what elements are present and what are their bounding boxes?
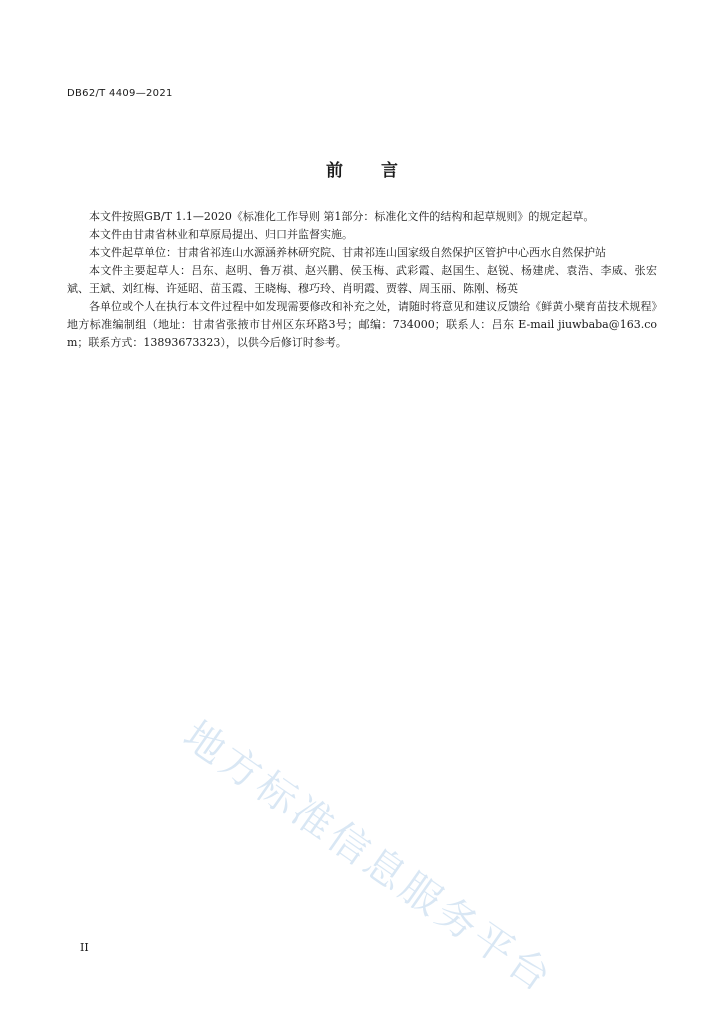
standard-code: DB62/T 4409—2021 <box>67 88 173 99</box>
page-number: II <box>80 941 89 954</box>
watermark: 地方标准信息服务平台 <box>174 712 562 1003</box>
paragraph-drafters: 本文件主要起草人：吕东、赵明、鲁万祺、赵兴鹏、侯玉梅、武彩霞、赵国生、赵锐、杨建虎、袁浩、李威、张宏斌、王斌、刘红梅、许延昭、苗玉霞、王晓梅、穆巧玲、肖明霞、贾蓉、周玉丽、陈刚、杨英 <box>67 264 657 295</box>
page-title: 前言 <box>326 161 436 181</box>
paragraph-feedback: 各单位或个人在执行本文件过程中如发现需要修改和补充之处，请随时将意见和建议反馈给《鲜黄小檗育苗技术规程》地方标准编制组（地址：甘肃省张掖市甘州区东环路3号；邮编：734000；联系人：吕东 E-mail jiuwbaba@163.com；联系方式：13893673323），以供今后修订时参考。 <box>67 300 657 349</box>
paragraph-drafting-units: 本文件起草单位：甘肃省祁连山水源涵养林研究院、甘肃祁连山国家级自然保护区管护中心西水自然保护站 <box>89 246 606 259</box>
foreword-body <box>67 208 657 352</box>
paragraph-drafting-rules: 本文件按照GB/T 1.1—2020《标准化工作导则 第1部分：标准化文件的结构和起草规则》的规定起草。 <box>89 210 595 223</box>
paragraph-proposer: 本文件由甘肃省林业和草原局提出、归口并监督实施。 <box>89 228 353 241</box>
